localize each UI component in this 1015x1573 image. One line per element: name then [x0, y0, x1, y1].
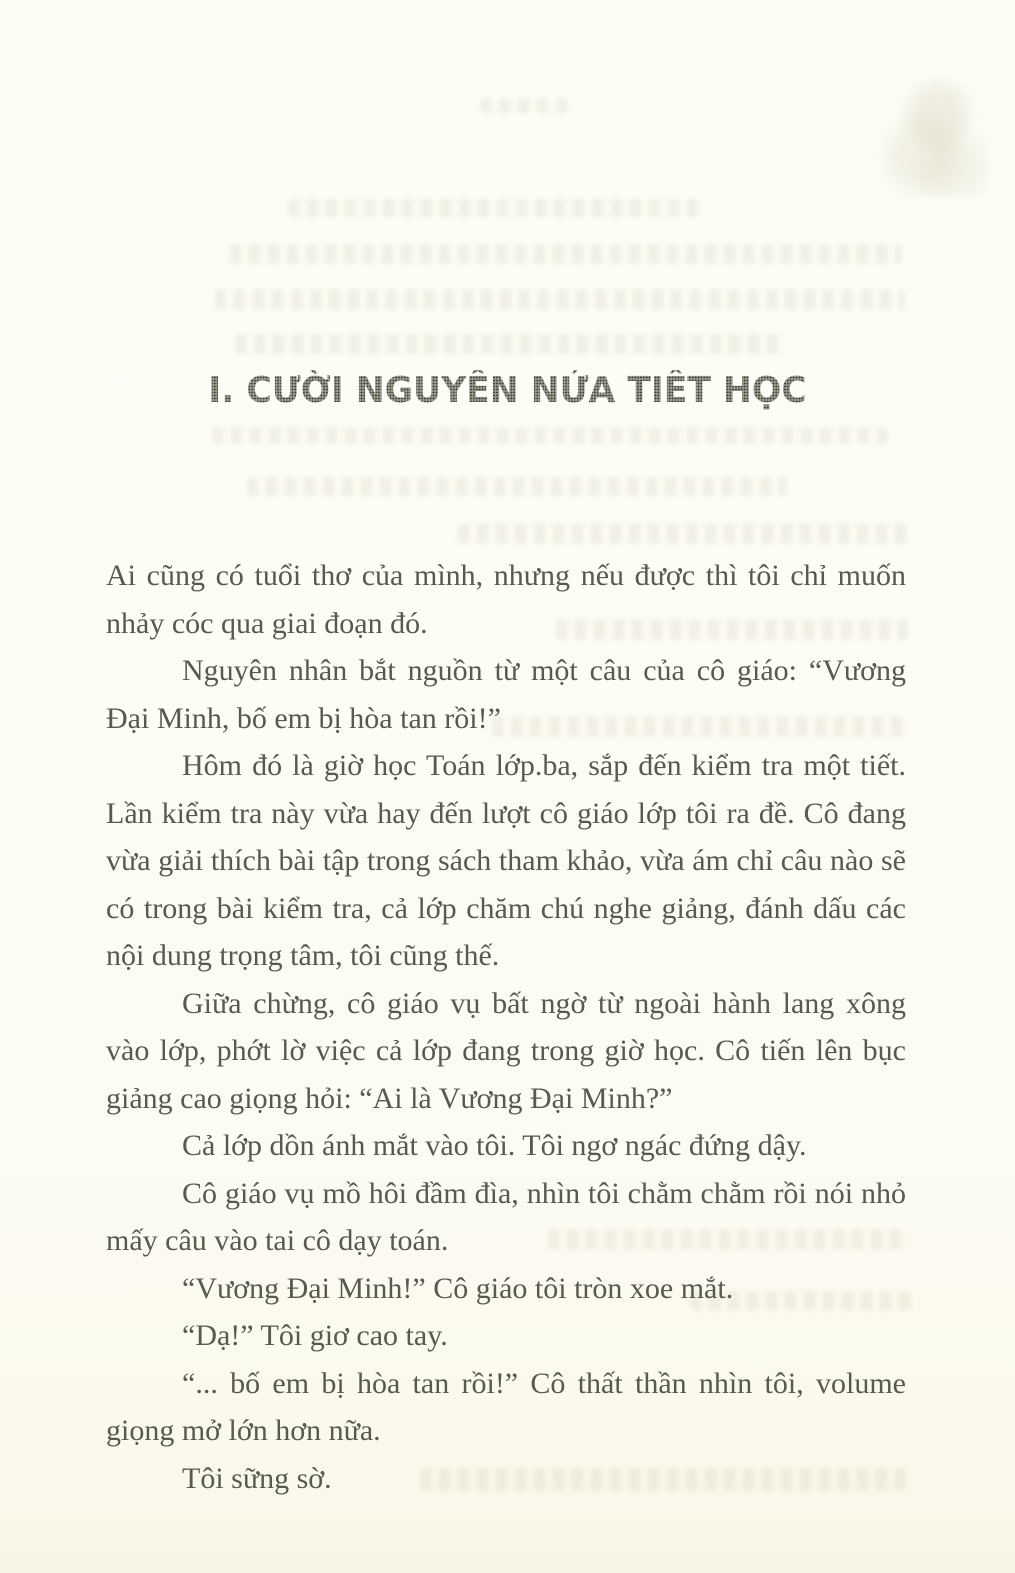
paragraph: Nguyên nhân bắt nguồn từ một câu của cô giáo: “Vương Đại Minh, bố em bị hòa tan rồi!”	[106, 654, 906, 735]
paragraph: Cô giáo vụ mồ hôi đầm đìa, nhìn tôi chằm chằm rồi nói nhỏ mấy câu vào tai cô dạy toán.	[106, 1176, 906, 1257]
chapter-title: I. CƯỜI NGUYÊN NỬA TIẾT HỌC	[20, 370, 994, 411]
paragraph: Giữa chừng, cô giáo vụ bất ngờ từ ngoài hành lang xông vào lớp, phớt lờ việc cả lớp đang trong giờ học. Cô tiến lên bục giảng cao giọng hỏi: “Ai là Vương Đại Minh?”	[106, 986, 906, 1115]
show-through-text	[247, 477, 787, 496]
paragraph: “... bố em bị hòa tan rồi!” Cô thất thần nhìn tôi, volume giọng mở lớn hơn nữa.	[106, 1366, 906, 1447]
paragraph: Ai cũng có tuổi thơ của mình, nhưng nếu được thì tôi chỉ muốn nhảy cóc qua giai đoạn đó.	[106, 559, 906, 640]
paragraph: Cả lớp dồn ánh mắt vào tôi. Tôi ngơ ngác đứng dậy.	[182, 1129, 807, 1162]
show-through-text	[480, 98, 570, 113]
paragraph: “Dạ!” Tôi giơ cao tay.	[182, 1319, 448, 1352]
show-through-text	[215, 289, 905, 310]
show-through-text	[230, 244, 902, 264]
show-through-text	[458, 523, 906, 544]
show-through-illustration	[878, 78, 988, 198]
show-through-text	[288, 199, 703, 217]
paragraph: Hôm đó là giờ học Toán lớp.ba, sắp đến kiểm tra một tiết. Lần kiểm tra này vừa hay đến lượt cô giáo lớp tôi ra đề. Cô đang vừa giải thích bài tập trong sách tham khảo, vừa ám chỉ câu nào sẽ có trong bài kiểm tra, cả lớp chăm chú nghe giảng, đánh dấu các nội dung trọng tâm, tôi cũng thế.	[106, 749, 906, 972]
paragraph: “Vương Đại Minh!” Cô giáo tôi tròn xoe mắt.	[182, 1271, 734, 1305]
body-text	[106, 552, 906, 1502]
show-through-text	[212, 427, 888, 444]
paragraph: Tôi sững sờ.	[182, 1461, 332, 1495]
show-through-text	[235, 334, 783, 354]
